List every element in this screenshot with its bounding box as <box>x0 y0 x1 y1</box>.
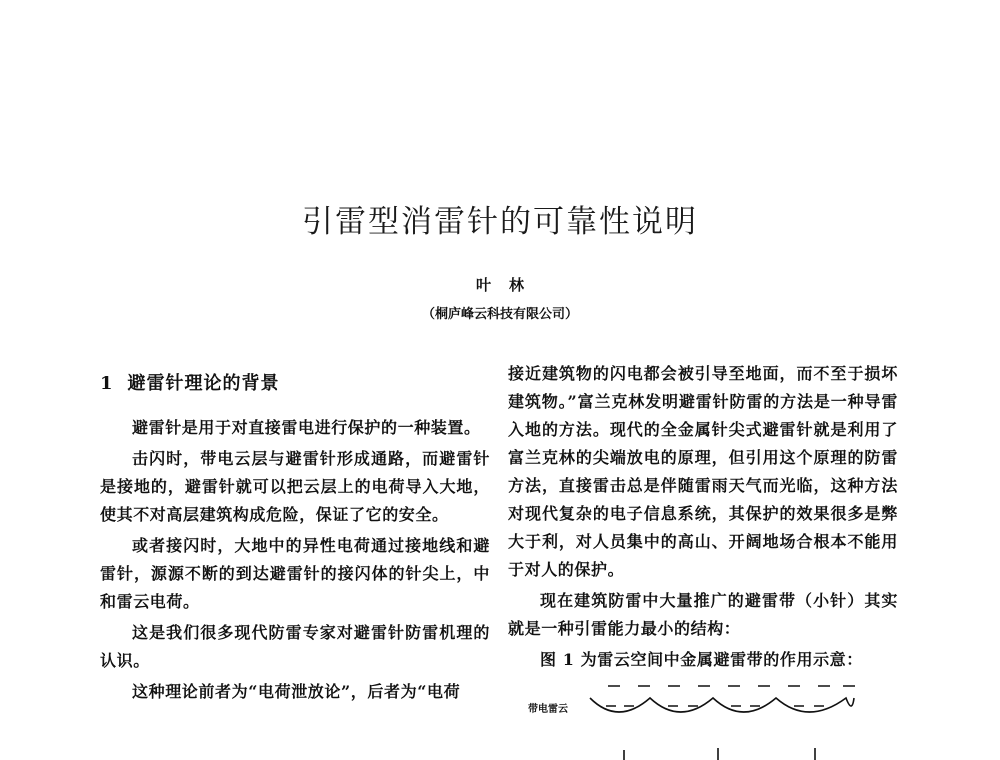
paragraph: 这种理论前者为“电荷泄放论”，后者为“电荷 <box>132 682 461 701</box>
author-name: 叶林 <box>475 276 542 294</box>
left-column <box>100 360 490 709</box>
author-affiliation: （桐庐峰云科技有限公司） <box>421 307 578 322</box>
figure-1-svg <box>528 668 868 760</box>
figure-caption: 图 1 为雷云空间中金属避雷带的作用示意： <box>540 650 863 669</box>
paragraph: 这是我们很多现代防雷专家对避雷针防雷机理的认识。 <box>100 623 490 670</box>
paragraph: 或者接闪时，大地中的异性电荷通过接地线和避雷针，源源不断的到达避雷针的接闪体的针尖上，中和雷云电荷。 <box>100 536 490 611</box>
lightning-rods <box>624 748 815 760</box>
right-column <box>508 360 898 677</box>
paper-title: 引雷型消雷针的可靠性说明 <box>302 204 698 240</box>
figure-label: 带电雷云 <box>528 704 568 715</box>
section-number: 1 <box>100 373 114 394</box>
figure-1-diagram <box>528 668 868 760</box>
section-title: 避雷针理论的背景 <box>127 373 280 394</box>
paragraph: 击闪时，带电云层与避雷针形成通路，而避雷针是接地的，避雷针就可以把云层上的电荷导入大地，使其不对高层建筑构成危险，保证了它的安全。 <box>100 449 490 524</box>
paragraph-continued: 接近建筑物的闪电都会被引导至地面，而不至于损坏建筑物。”富兰克林发明避雷针防雷的方法是一种导雷入地的方法。现代的全金属针尖式避雷针就是利用了富兰克林的尖端放电的原理，但引用这个原理的防雷方法，直接雷击总是伴随雷雨天气而光临，这种方法对现代复杂的电子信息系统，其保护的效果很多是弊大于利，对人员集中的高山、开阔地场合根本不能用于对人的保护。 <box>508 364 898 579</box>
cloud-arcs <box>590 698 854 712</box>
paragraph: 避雷针是用于对直接雷电进行保护的一种装置。 <box>132 418 481 437</box>
paragraph: 现在建筑防雷中大量推广的避雷带（小针）其实就是一种引雷能力最小的结构： <box>508 591 898 638</box>
section-heading <box>100 370 490 398</box>
